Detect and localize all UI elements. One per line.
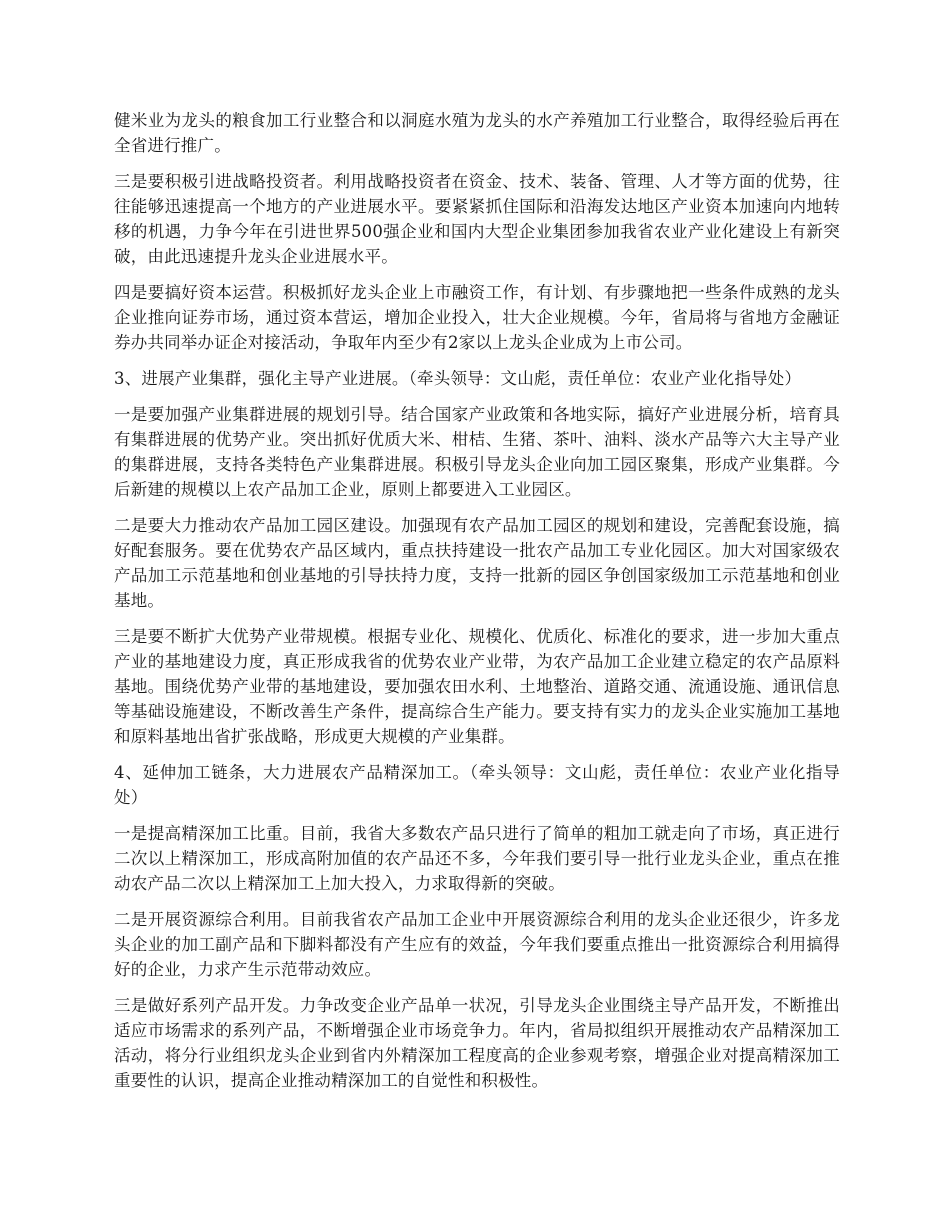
- section-heading-industry-cluster: 3、进展产业集群，强化主导产业进展。（牵头领导：文山彪，责任单位：农业产业化指导处）: [114, 369, 802, 388]
- paragraph-product-series: 三是做好系列产品开发。力争改变企业产品单一状况，引导龙头企业围绕主导产品开发，不断推出适应市场需求的系列产品，不断增强企业市场竞争力。年内，省局拟组织开展推动农产品精深加工活动，将分行业组织龙头企业到省内外精深加工程度高的企业参观考察，增强企业对提高精深加工重要性的认识，提高企业推动精深加工的自觉性和积极性。: [114, 996, 840, 1090]
- paragraph-resource-utilization: 二是开展资源综合利用。目前我省农产品加工企业中开展资源综合利用的龙头企业还很少，许多龙头企业的加工副产品和下脚料都没有产生应有的效益，今年我们要重点推出一批资源综合利用搞得好的企业，力求产生示范带动效应。: [114, 910, 840, 979]
- paragraph-capital-operation: 四是要搞好资本运营。积极抓好龙头企业上市融资工作，有计划、有步骤地把一些条件成熟的龙头企业推向证券市场，通过资本营运，增加企业投入，壮大企业规模。今年，省局将与省地方金融证券办共同举办证企对接活动，争取年内至少有2家以上龙头企业成为上市公司。: [114, 283, 840, 352]
- paragraph-processing-parks: 二是要大力推动农产品加工园区建设。加强现有农产品加工园区的规划和建设，完善配套设施，搞好配套服务。要在优势农产品区域内，重点扶持建设一批农产品加工专业化园区。加大对国家级农产品加工示范基地和创业基地的引导扶持力度，支持一批新的园区争创国家级加工示范基地和创业基地。: [114, 516, 840, 610]
- paragraph-cluster-planning: 一是要加强产业集群进展的规划引导。结合国家产业政策和各地实际，搞好产业进展分析，培育具有集群进展的优势产业。突出抓好优质大米、柑桔、生猪、茶叶、油料、淡水产品等六大主导产业的集群进展，支持各类特色产业集群进展。积极引导龙头企业向加工园区聚集，形成产业集群。今后新建的规模以上农产品加工企业，原则上都要进入工业园区。: [114, 405, 840, 499]
- paragraph-industry-belt: 三是要不断扩大优势产业带规模。根据专业化、规模化、优质化、标准化的要求，进一步加大重点产业的基地建设力度，真正形成我省的优势农业产业带，为农产品加工企业建立稳定的农产品原料基地。围绕优势产业带的基地建设，要加强农田水利、土地整治、道路交通、流通设施、通讯信息等基础设施建设，不断改善生产条件，提高综合生产能力。要支持有实力的龙头企业实施加工基地和原料基地出省扩张战略，形成更大规模的产业集群。: [114, 627, 840, 746]
- document-body: [114, 108, 840, 1104]
- paragraph-grain-integration: 健米业为龙头的粮食加工行业整合和以洞庭水殖为龙头的水产养殖加工行业整合，取得经验后再在全省进行推广。: [114, 111, 840, 155]
- section-heading-deep-processing: 4、延伸加工链条，大力进展农产品精深加工。（牵头领导：文山彪，责任单位：农业产业化指导处）: [114, 763, 840, 807]
- paragraph-deep-processing-ratio: 一是提高精深加工比重。目前，我省大多数农产品只进行了简单的粗加工就走向了市场，真正进行二次以上精深加工，形成高附加值的农产品还不多，今年我们要引导一批行业龙头企业，重点在推动农产品二次以上精深加工上加大投入，力求取得新的突破。: [114, 824, 840, 893]
- paragraph-strategic-investors: 三是要积极引进战略投资者。利用战略投资者在资金、技术、装备、管理、人才等方面的优势，往往能够迅速提高一个地方的产业进展水平。要紧紧抓住国际和沿海发达地区产业资本加速向内地转移的机遇，力争今年在引进世界500强企业和国内大型企业集团参加我省农业产业化建设上有新突破，由此迅速提升龙头企业进展水平。: [114, 172, 840, 266]
